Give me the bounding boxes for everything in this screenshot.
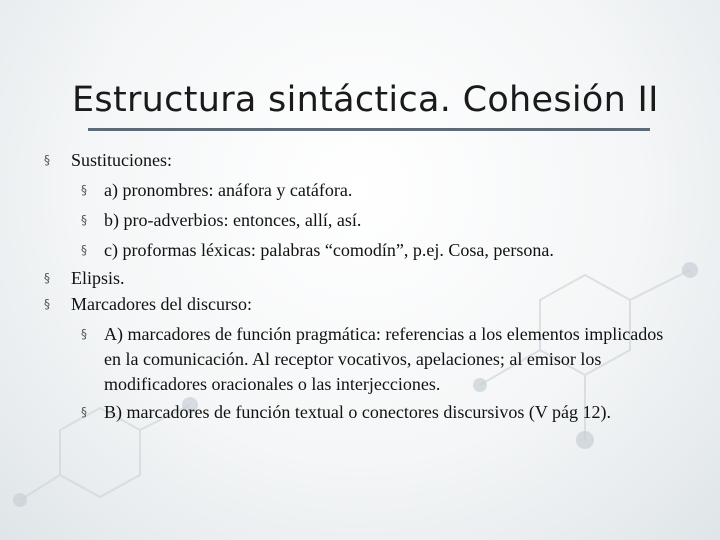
list-item: [81, 322, 681, 397]
bullet-marker-icon: §: [44, 271, 50, 285]
list-item: [44, 266, 684, 291]
bullet-text: b) pro-adverbios: entonces, allí, así.: [104, 210, 362, 230]
bullet-marker-icon: §: [81, 213, 87, 227]
bullet-text: Marcadores del discurso:: [71, 294, 252, 314]
bullet-marker-icon: §: [81, 183, 87, 197]
bullet-text: Elipsis.: [71, 268, 125, 288]
list-item: [81, 400, 681, 425]
bullet-text: c) proformas léxicas: palabras “comodín”, p.ej. Cosa, persona.: [104, 240, 554, 260]
bullet-text: B) marcadores de función textual o conectores discursivos (V pág 12).: [104, 402, 612, 422]
bullet-marker-icon: §: [44, 153, 50, 167]
title-underline: [88, 128, 650, 131]
bullet-text: Sustituciones:: [71, 150, 173, 170]
bullet-text: a) pronombres: anáfora y catáfora.: [104, 180, 353, 200]
bullet-marker-icon: §: [81, 327, 87, 341]
bullet-marker-icon: §: [44, 297, 50, 311]
list-item: [81, 208, 681, 233]
list-item: [81, 178, 681, 203]
slide-title: Estructura sintáctica. Cohesión II: [72, 80, 659, 120]
list-item: [44, 148, 684, 173]
list-item: [81, 238, 681, 263]
bullet-text: A) marcadores de función pragmática: referencias a los elementos implicados en la comunicación. Al receptor vocativos, apelaciones; al emisor los modificadores oracionales o las interjecciones.: [104, 324, 664, 394]
bullet-marker-icon: §: [81, 243, 87, 257]
list-item: [44, 292, 684, 317]
bullet-marker-icon: §: [81, 405, 87, 419]
